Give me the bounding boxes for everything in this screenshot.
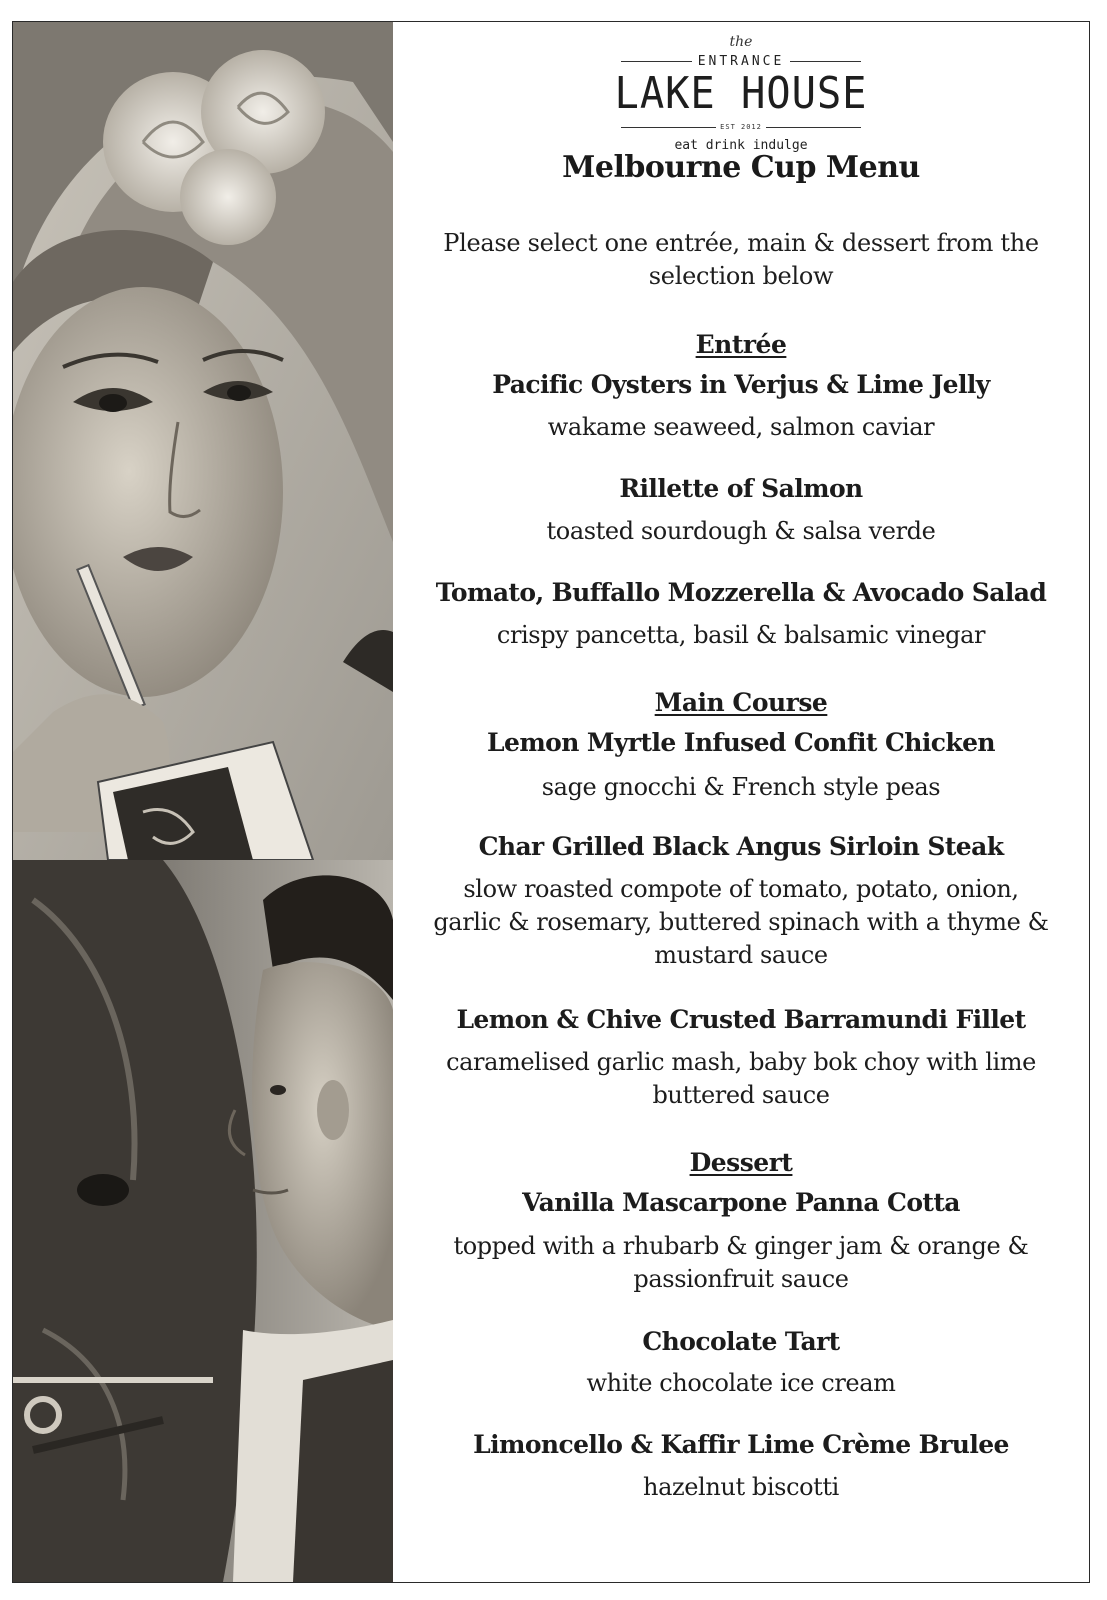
logo-rule-right — [790, 61, 861, 62]
dish-name: Vanilla Mascarpone Panna Cotta — [522, 1188, 960, 1217]
dish-description: hazelnut biscotti — [643, 1473, 839, 1501]
section-heading-main-course: Main Course — [654, 688, 828, 717]
logo-rule-right — [766, 127, 861, 128]
menu-title: Melbourne Cup Menu — [562, 150, 920, 185]
dish-description: wakame seaweed, salmon caviar — [547, 413, 935, 441]
dish-description: topped with a rhubarb & ginger jam & orange & passionfruit sauce — [453, 1232, 1029, 1293]
dish-description: white chocolate ice cream — [586, 1369, 896, 1397]
dish-name: Rillette of Salmon — [619, 474, 863, 503]
dish-name: Limoncello & Kaffir Lime Crème Brulee — [473, 1430, 1009, 1459]
dish-name: Tomato, Buffallo Mozzerella & Avocado Salad — [435, 578, 1047, 607]
dish-name: Char Grilled Black Angus Sirloin Steak — [478, 832, 1004, 861]
logo-entrance: ENTRANCE — [697, 54, 785, 69]
logo-tagline: eat drink indulge — [674, 138, 808, 153]
dish-description: slow roasted compote of tomato, potato, onion, garlic & rosemary, buttered spinach with a thyme & mustard sauce — [433, 875, 1049, 969]
section-heading-entree: Entrée — [695, 330, 787, 359]
dish-description: sage gnocchi & French style peas — [541, 773, 941, 801]
logo-rule-left — [621, 61, 692, 62]
logo-entrance-row — [621, 54, 861, 69]
dish-name: Lemon & Chive Crusted Barramundi Fillet — [456, 1005, 1026, 1034]
menu-content — [393, 22, 1089, 1582]
dish-description: caramelised garlic mash, baby bok choy with lime buttered sauce — [446, 1048, 1036, 1109]
section-heading-dessert: Dessert — [689, 1148, 793, 1177]
dish-description: toasted sourdough & salsa verde — [546, 517, 936, 545]
logo-est-row — [621, 123, 861, 131]
dish-name: Lemon Myrtle Infused Confit Chicken — [487, 728, 995, 757]
restaurant-logo — [393, 34, 1089, 169]
logo-est: EST 2012 — [720, 123, 762, 131]
dish-name: Chocolate Tart — [642, 1327, 840, 1356]
vintage-photo-woman-in-hat — [13, 22, 393, 860]
logo-name: LAKE HOUSE — [614, 68, 868, 119]
menu-intro: Please select one entrée, main & dessert from the selection below — [443, 229, 1039, 290]
logo-the: the — [729, 34, 753, 50]
dish-name: Pacific Oysters in Verjus & Lime Jelly — [492, 370, 990, 399]
vintage-photo-man-with-horse — [13, 860, 393, 1582]
logo-rule-left — [621, 127, 716, 128]
dish-description: crispy pancetta, basil & balsamic vinegar — [496, 621, 986, 649]
